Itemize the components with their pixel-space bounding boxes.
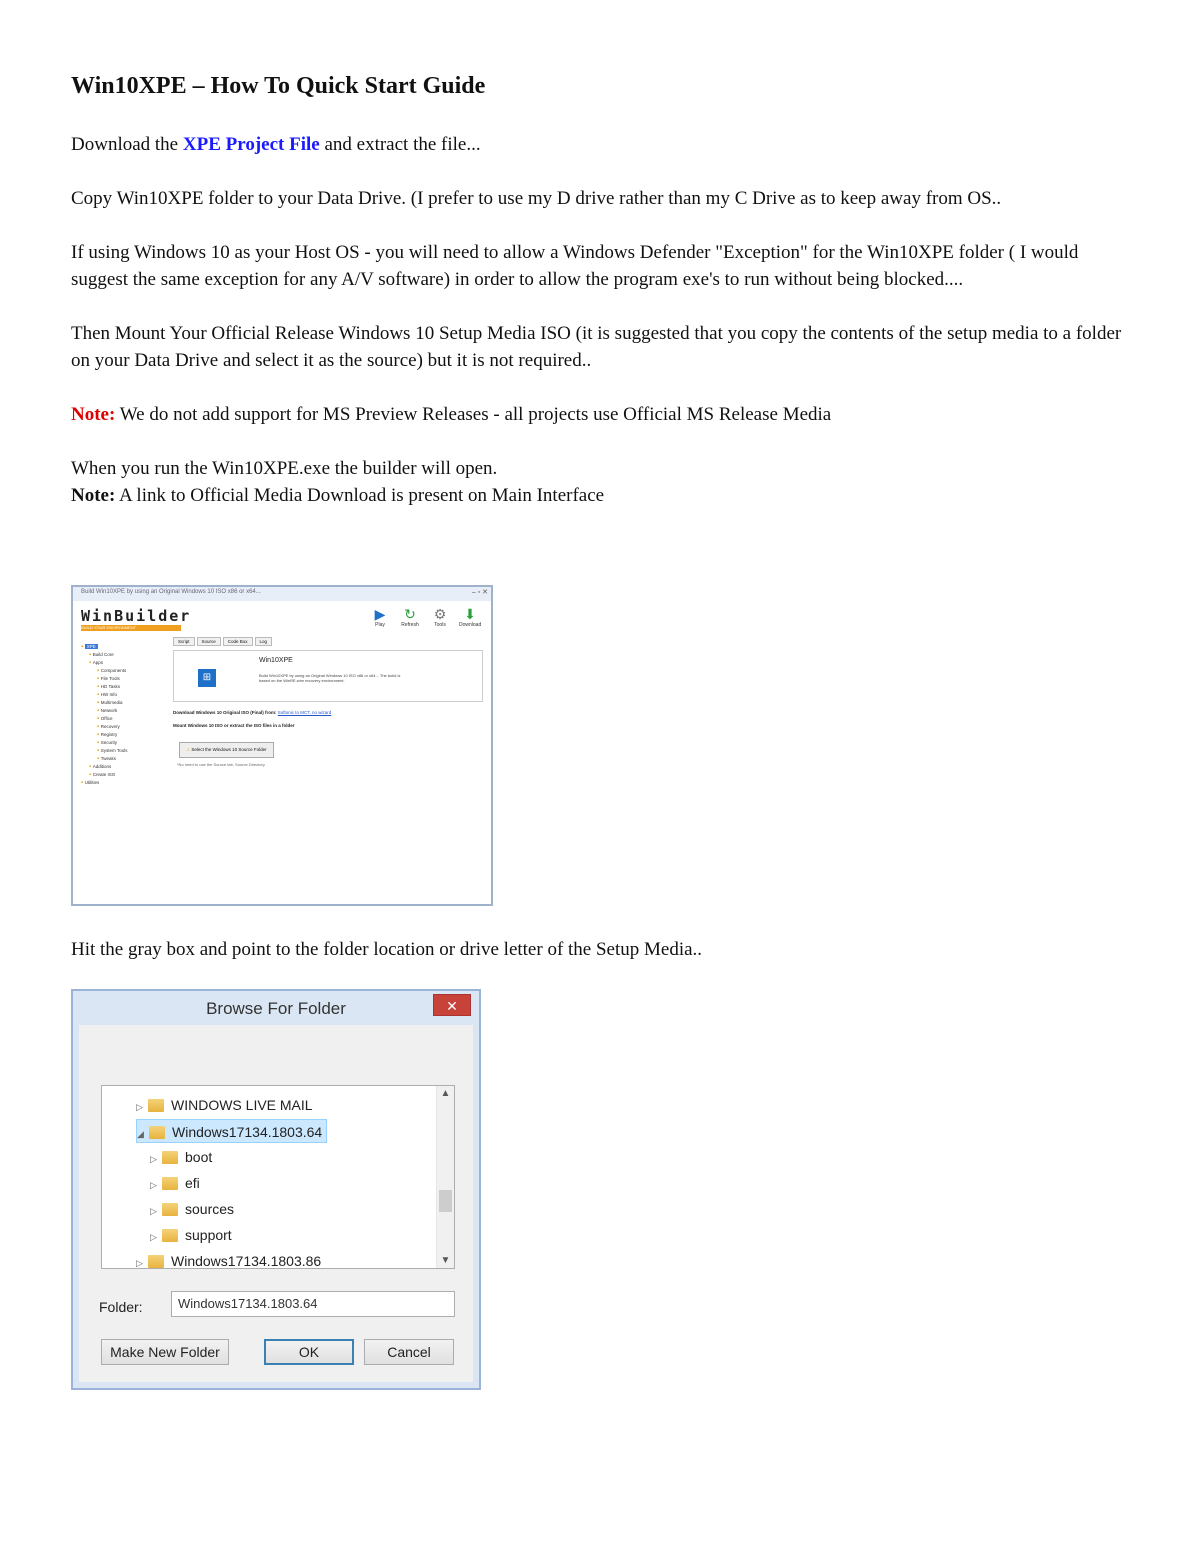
- note-preview: [71, 401, 1131, 428]
- winbuilder-toolbar: [369, 606, 481, 628]
- folder-icon: ▪: [97, 700, 101, 706]
- tree-item-label: Create ISO: [92, 772, 116, 777]
- folder-icon: ▪: [97, 748, 101, 754]
- tree-item[interactable]: [81, 739, 169, 747]
- tree-item-label: Network: [100, 708, 118, 713]
- paragraph-download: [71, 131, 1131, 158]
- folder-name: WINDOWS LIVE MAIL: [171, 1097, 313, 1113]
- tree-item-label: Security: [100, 740, 118, 745]
- tree-item-label: XPE: [86, 644, 96, 649]
- winbuilder-title: Build Win10XPE by using an Original Windows 10 ISO x86 or x64...: [81, 589, 261, 595]
- tree-item[interactable]: [81, 691, 169, 699]
- toolbar-label: Tools: [434, 622, 446, 628]
- toolbar-label: Play: [375, 622, 385, 628]
- tree-item[interactable]: [81, 771, 169, 779]
- tree-item-label: Multimedia: [100, 700, 123, 705]
- tree-item[interactable]: [81, 651, 169, 659]
- tab-source[interactable]: Source: [197, 637, 221, 646]
- tree-item-label: Components: [100, 668, 127, 673]
- tree-item-label: Additions: [92, 764, 112, 769]
- document-body-lower: [71, 936, 1131, 990]
- dialog-body: [79, 1025, 473, 1382]
- tree-item[interactable]: [81, 755, 169, 763]
- paragraph-run: When you run the Win10XPE.exe the builder will open.: [71, 458, 498, 479]
- tree-item-label: Utilities: [84, 780, 100, 785]
- expand-arrow-icon[interactable]: ▷: [150, 1232, 157, 1242]
- refresh-icon: ↻: [404, 606, 416, 622]
- folder-tree[interactable]: [101, 1085, 455, 1269]
- script-title: Win10XPE: [259, 657, 293, 664]
- folder-icon: ▪: [97, 716, 101, 722]
- winbuilder-titlebar: [73, 587, 491, 601]
- folder-icon: [162, 1229, 178, 1242]
- warning-icon: ⚠: [186, 747, 191, 752]
- folder-icon: ▪: [97, 756, 101, 762]
- download-icon: ⬇: [464, 606, 476, 622]
- tree-item[interactable]: [81, 683, 169, 691]
- winbuilder-script-card: [173, 650, 483, 702]
- folder-icon: ▪: [89, 660, 93, 666]
- tools-button[interactable]: [429, 606, 451, 628]
- close-button[interactable]: ✕: [433, 994, 471, 1016]
- folder-icon: ▪: [97, 668, 101, 674]
- play-button[interactable]: [369, 606, 391, 628]
- expand-arrow-icon[interactable]: ▷: [136, 1258, 143, 1268]
- download-line: [173, 710, 483, 715]
- folder-icon: ▪: [97, 684, 101, 690]
- folder-name: boot: [185, 1149, 213, 1165]
- toolbar-label: Download: [459, 622, 482, 628]
- windows-logo-icon: ⊞: [198, 669, 216, 687]
- folder-icon: ▪: [97, 724, 101, 730]
- folder-icon: ▪: [89, 652, 93, 658]
- folder-tree-item[interactable]: [136, 1249, 321, 1273]
- folder-name: Windows17134.1803.64: [172, 1124, 323, 1140]
- folder-icon: [162, 1151, 178, 1164]
- note-text: We do not add support for MS Preview Releases - all projects use Official MS Release Media: [115, 404, 832, 425]
- tree-item[interactable]: [81, 643, 169, 651]
- folder-icon: ▪: [97, 740, 101, 746]
- note-label: Note:: [71, 485, 116, 506]
- ok-button[interactable]: OK: [264, 1339, 354, 1365]
- expand-arrow-icon[interactable]: ▷: [136, 1102, 143, 1112]
- tree-item-label: HW Info: [100, 692, 118, 697]
- tree-item[interactable]: [81, 675, 169, 683]
- mount-line: Mount Windows 10 ISO or extract the ISO files in a folder: [173, 723, 295, 728]
- tab-log[interactable]: Log: [255, 637, 273, 646]
- tree-item[interactable]: [81, 779, 169, 787]
- note-download: [71, 482, 1131, 509]
- folder-icon: ▪: [97, 732, 101, 738]
- folder-icon: ▪: [97, 692, 101, 698]
- folder-field[interactable]: Windows17134.1803.64: [171, 1291, 455, 1317]
- winbuilder-screenshot: [71, 585, 493, 906]
- tree-item-label: Recovery: [100, 724, 120, 729]
- paragraph-gray-box: Hit the gray box and point to the folder location or drive letter of the Setup Media..: [71, 939, 703, 960]
- folder-icon: [149, 1126, 165, 1139]
- tree-item[interactable]: [81, 707, 169, 715]
- tree-item-label: HD Tasks: [100, 684, 120, 689]
- scrollbar[interactable]: [436, 1086, 454, 1268]
- select-source-button[interactable]: [179, 742, 274, 758]
- refresh-button[interactable]: [399, 606, 421, 628]
- scroll-down-icon[interactable]: ▼: [440, 1255, 451, 1266]
- collapse-arrow-icon[interactable]: ◢: [137, 1129, 144, 1139]
- winbuilder-tabs: [173, 637, 483, 646]
- note-text: A link to Official Media Download is present on Main Interface: [115, 485, 605, 506]
- folder-tree-item[interactable]: [150, 1145, 212, 1169]
- folder-icon: [162, 1203, 178, 1216]
- page-title: Win10XPE – How To Quick Start Guide: [71, 73, 486, 99]
- scrollbar-thumb[interactable]: [439, 1190, 452, 1212]
- tree-item[interactable]: [81, 747, 169, 755]
- source-note: *No need to use the Source tab, Source Directory: [177, 762, 265, 767]
- folder-tree-item[interactable]: [136, 1119, 327, 1143]
- tree-item-label: Tweaks: [100, 756, 117, 761]
- download-line-label: Download Windows 10 Original ISO (Final) from:: [173, 710, 277, 715]
- tree-item[interactable]: [81, 699, 169, 707]
- window-controls-icon: – ▫ ✕: [471, 589, 488, 596]
- expand-arrow-icon[interactable]: ▷: [150, 1180, 157, 1190]
- tab-code-box[interactable]: Code Box: [223, 637, 253, 646]
- tree-item-label: Apps: [92, 660, 104, 665]
- folder-icon: [148, 1099, 164, 1112]
- folder-icon: [148, 1255, 164, 1268]
- folder-icon: ▪: [97, 676, 101, 682]
- paragraph-defender: If using Windows 10 as your Host OS - you will need to allow a Windows Defender "Exception" for the Win10XPE folder ( I would suggest the same exception for any A/V software) in order to allow the program exe's to run without being blocked....: [71, 242, 1079, 290]
- download-text: Download the: [71, 134, 183, 155]
- note-label: Note:: [71, 404, 116, 425]
- folder-icon: ▪: [89, 764, 93, 770]
- script-description: Build Win10XPE by using an Original Windows 10 ISO x86 or x64... The build is based on the WinRE.wim recovery environment.: [259, 673, 401, 683]
- tree-item[interactable]: [81, 763, 169, 771]
- download-button[interactable]: [459, 606, 481, 628]
- dialog-title: Browse For Folder: [206, 999, 346, 1018]
- tree-item-label: Office: [100, 716, 113, 721]
- folder-name: support: [185, 1227, 232, 1243]
- document-body: [71, 68, 1131, 536]
- folder-tree-item[interactable]: [136, 1093, 313, 1117]
- download-link[interactable]: Softonic to MCT, no wizard: [277, 710, 332, 715]
- paragraph-mount: Then Mount Your Official Release Windows 10 Setup Media ISO (it is suggested that you copy the contents of the setup media to a folder on your Data Drive and select it as the source) but it is not required..: [71, 323, 1122, 371]
- folder-tree-item[interactable]: [150, 1223, 232, 1247]
- winbuilder-logo: WinBuilder: [81, 607, 192, 625]
- tree-item-label: Build Core: [92, 652, 114, 657]
- folder-icon: ▪: [89, 772, 93, 778]
- xpe-project-file-link[interactable]: XPE Project File: [182, 134, 320, 155]
- folder-icon: ▪: [97, 708, 101, 714]
- tree-item-label: System Tools: [100, 748, 128, 753]
- folder-name: Windows17134.1803.86: [171, 1253, 322, 1269]
- folder-icon: [162, 1177, 178, 1190]
- tree-item-label: File Tools: [100, 676, 120, 681]
- tree-item-label: Registry: [100, 732, 118, 737]
- folder-name: sources: [185, 1201, 235, 1217]
- browse-for-folder-dialog: [71, 989, 481, 1390]
- play-icon: ▶: [374, 606, 386, 622]
- tree-item[interactable]: [81, 659, 169, 667]
- download-text-end: and extract the file...: [319, 134, 481, 155]
- winbuilder-logo-subtitle: BUILD YOUR ENVIRONMENT: [81, 625, 181, 631]
- folder-tree-item[interactable]: [150, 1197, 234, 1221]
- expand-arrow-icon[interactable]: ▷: [150, 1154, 157, 1164]
- select-source-label: Select the Windows 10 Source Folder: [191, 747, 267, 752]
- winbuilder-main-panel: [173, 637, 483, 896]
- tree-item[interactable]: [81, 715, 169, 723]
- tab-script[interactable]: Script: [173, 637, 195, 646]
- winbuilder-header: [73, 601, 491, 635]
- tree-item[interactable]: [81, 731, 169, 739]
- tree-item[interactable]: [81, 667, 169, 675]
- make-new-folder-button[interactable]: Make New Folder: [101, 1339, 229, 1365]
- folder-label: Folder:: [99, 1299, 143, 1315]
- expand-arrow-icon[interactable]: ▷: [150, 1206, 157, 1216]
- paragraph-copy: Copy Win10XPE folder to your Data Drive. (I prefer to use my D drive rather than my C Drive as to keep away from OS..: [71, 188, 1002, 209]
- folder-icon: ▪: [81, 780, 85, 786]
- folder-icon: ▪: [81, 644, 85, 650]
- folder-tree-item[interactable]: [150, 1171, 200, 1195]
- toolbar-label: Refresh: [401, 622, 419, 628]
- scroll-up-icon[interactable]: ▲: [440, 1088, 451, 1099]
- folder-name: efi: [185, 1175, 200, 1191]
- cancel-button[interactable]: Cancel: [364, 1339, 454, 1365]
- winbuilder-script-tree: [81, 643, 169, 787]
- tree-item[interactable]: [81, 723, 169, 731]
- tools-icon: ⚙: [433, 606, 447, 622]
